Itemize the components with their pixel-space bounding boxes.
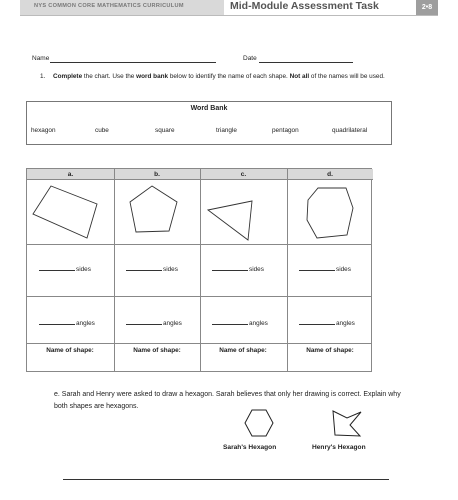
sides-label: sides	[76, 266, 91, 273]
sides-label: sides	[163, 266, 178, 273]
name-label: Name	[32, 55, 50, 62]
name-of-shape-c[interactable]: Name of shape:	[219, 347, 267, 354]
curriculum-banner	[20, 0, 224, 15]
word-bank	[26, 101, 392, 145]
angles-label: angles	[76, 320, 95, 327]
angles-label: angles	[163, 320, 182, 327]
emphasis-word-bank: word bank	[136, 73, 169, 80]
text-part-3: of the names will be used.	[309, 73, 385, 80]
sides-answer-a[interactable]	[39, 266, 91, 273]
sides-label: sides	[249, 266, 264, 273]
curriculum-label: NYS COMMON CORE MATHEMATICS CURRICULUM	[34, 3, 184, 9]
header-divider	[20, 15, 438, 16]
word-square: square	[155, 127, 175, 134]
date-field[interactable]	[259, 62, 353, 63]
row-divider	[27, 296, 371, 297]
module-badge: 2•8	[416, 0, 438, 15]
text-part-1: the chart. Use the	[82, 73, 137, 80]
question-e-text: e. Sarah and Henry were asked to draw a hexagon. Sarah believes that only her drawing is correct. Explain why both shapes are hexagons.	[54, 391, 401, 410]
word-hexagon: hexagon	[31, 127, 56, 134]
word-pentagon: pentagon	[272, 127, 299, 134]
triangle-shape	[200, 180, 287, 244]
word-quadrilateral: quadrilateral	[332, 127, 368, 134]
name-of-shape-a[interactable]: Name of shape:	[46, 347, 94, 354]
sides-label: sides	[336, 266, 351, 273]
row-divider	[27, 244, 371, 245]
date-label: Date	[243, 55, 257, 62]
word-triangle: triangle	[216, 127, 237, 134]
name-field[interactable]	[50, 62, 216, 63]
column-header-d: d.	[287, 169, 373, 180]
angles-label: angles	[249, 320, 268, 327]
column-header-a: a.	[27, 169, 114, 180]
question-text	[53, 72, 398, 82]
angles-answer-b[interactable]	[126, 320, 182, 327]
quadrilateral-shape	[27, 180, 113, 244]
name-of-shape-b[interactable]: Name of shape:	[133, 347, 181, 354]
word-cube: cube	[95, 127, 109, 134]
sides-answer-b[interactable]	[126, 266, 178, 273]
angles-label: angles	[336, 320, 355, 327]
name-of-shape-d[interactable]: Name of shape:	[306, 347, 354, 354]
column-header-b: b.	[114, 169, 200, 180]
henry-hexagon-drawing	[326, 408, 366, 440]
page-header	[20, 0, 438, 15]
emphasis-not-all: Not all	[289, 73, 310, 80]
angles-answer-c[interactable]	[212, 320, 268, 327]
word-bank-title: Word Bank	[190, 105, 228, 112]
explanation-answer-line[interactable]	[63, 479, 389, 480]
row-divider	[27, 343, 371, 344]
pentagon-shape	[114, 180, 200, 244]
angles-answer-a[interactable]	[39, 320, 95, 327]
angles-answer-d[interactable]	[299, 320, 355, 327]
shape-chart	[26, 168, 372, 372]
column-header-c: c.	[200, 169, 287, 180]
sarah-hexagon-drawing	[243, 408, 275, 438]
text-part-2: below to identify the name of each shape.	[168, 73, 290, 80]
question-number: 1.	[40, 73, 46, 80]
assessment-title: Mid-Module Assessment Task	[230, 0, 379, 12]
sarah-hexagon-label: Sarah's Hexagon	[223, 444, 277, 451]
henry-hexagon-label: Henry's Hexagon	[312, 444, 366, 451]
sides-answer-c[interactable]	[212, 266, 264, 273]
sides-answer-d[interactable]	[299, 266, 351, 273]
hexagon-shape	[287, 180, 373, 244]
emphasis-complete: Complete	[53, 73, 83, 80]
